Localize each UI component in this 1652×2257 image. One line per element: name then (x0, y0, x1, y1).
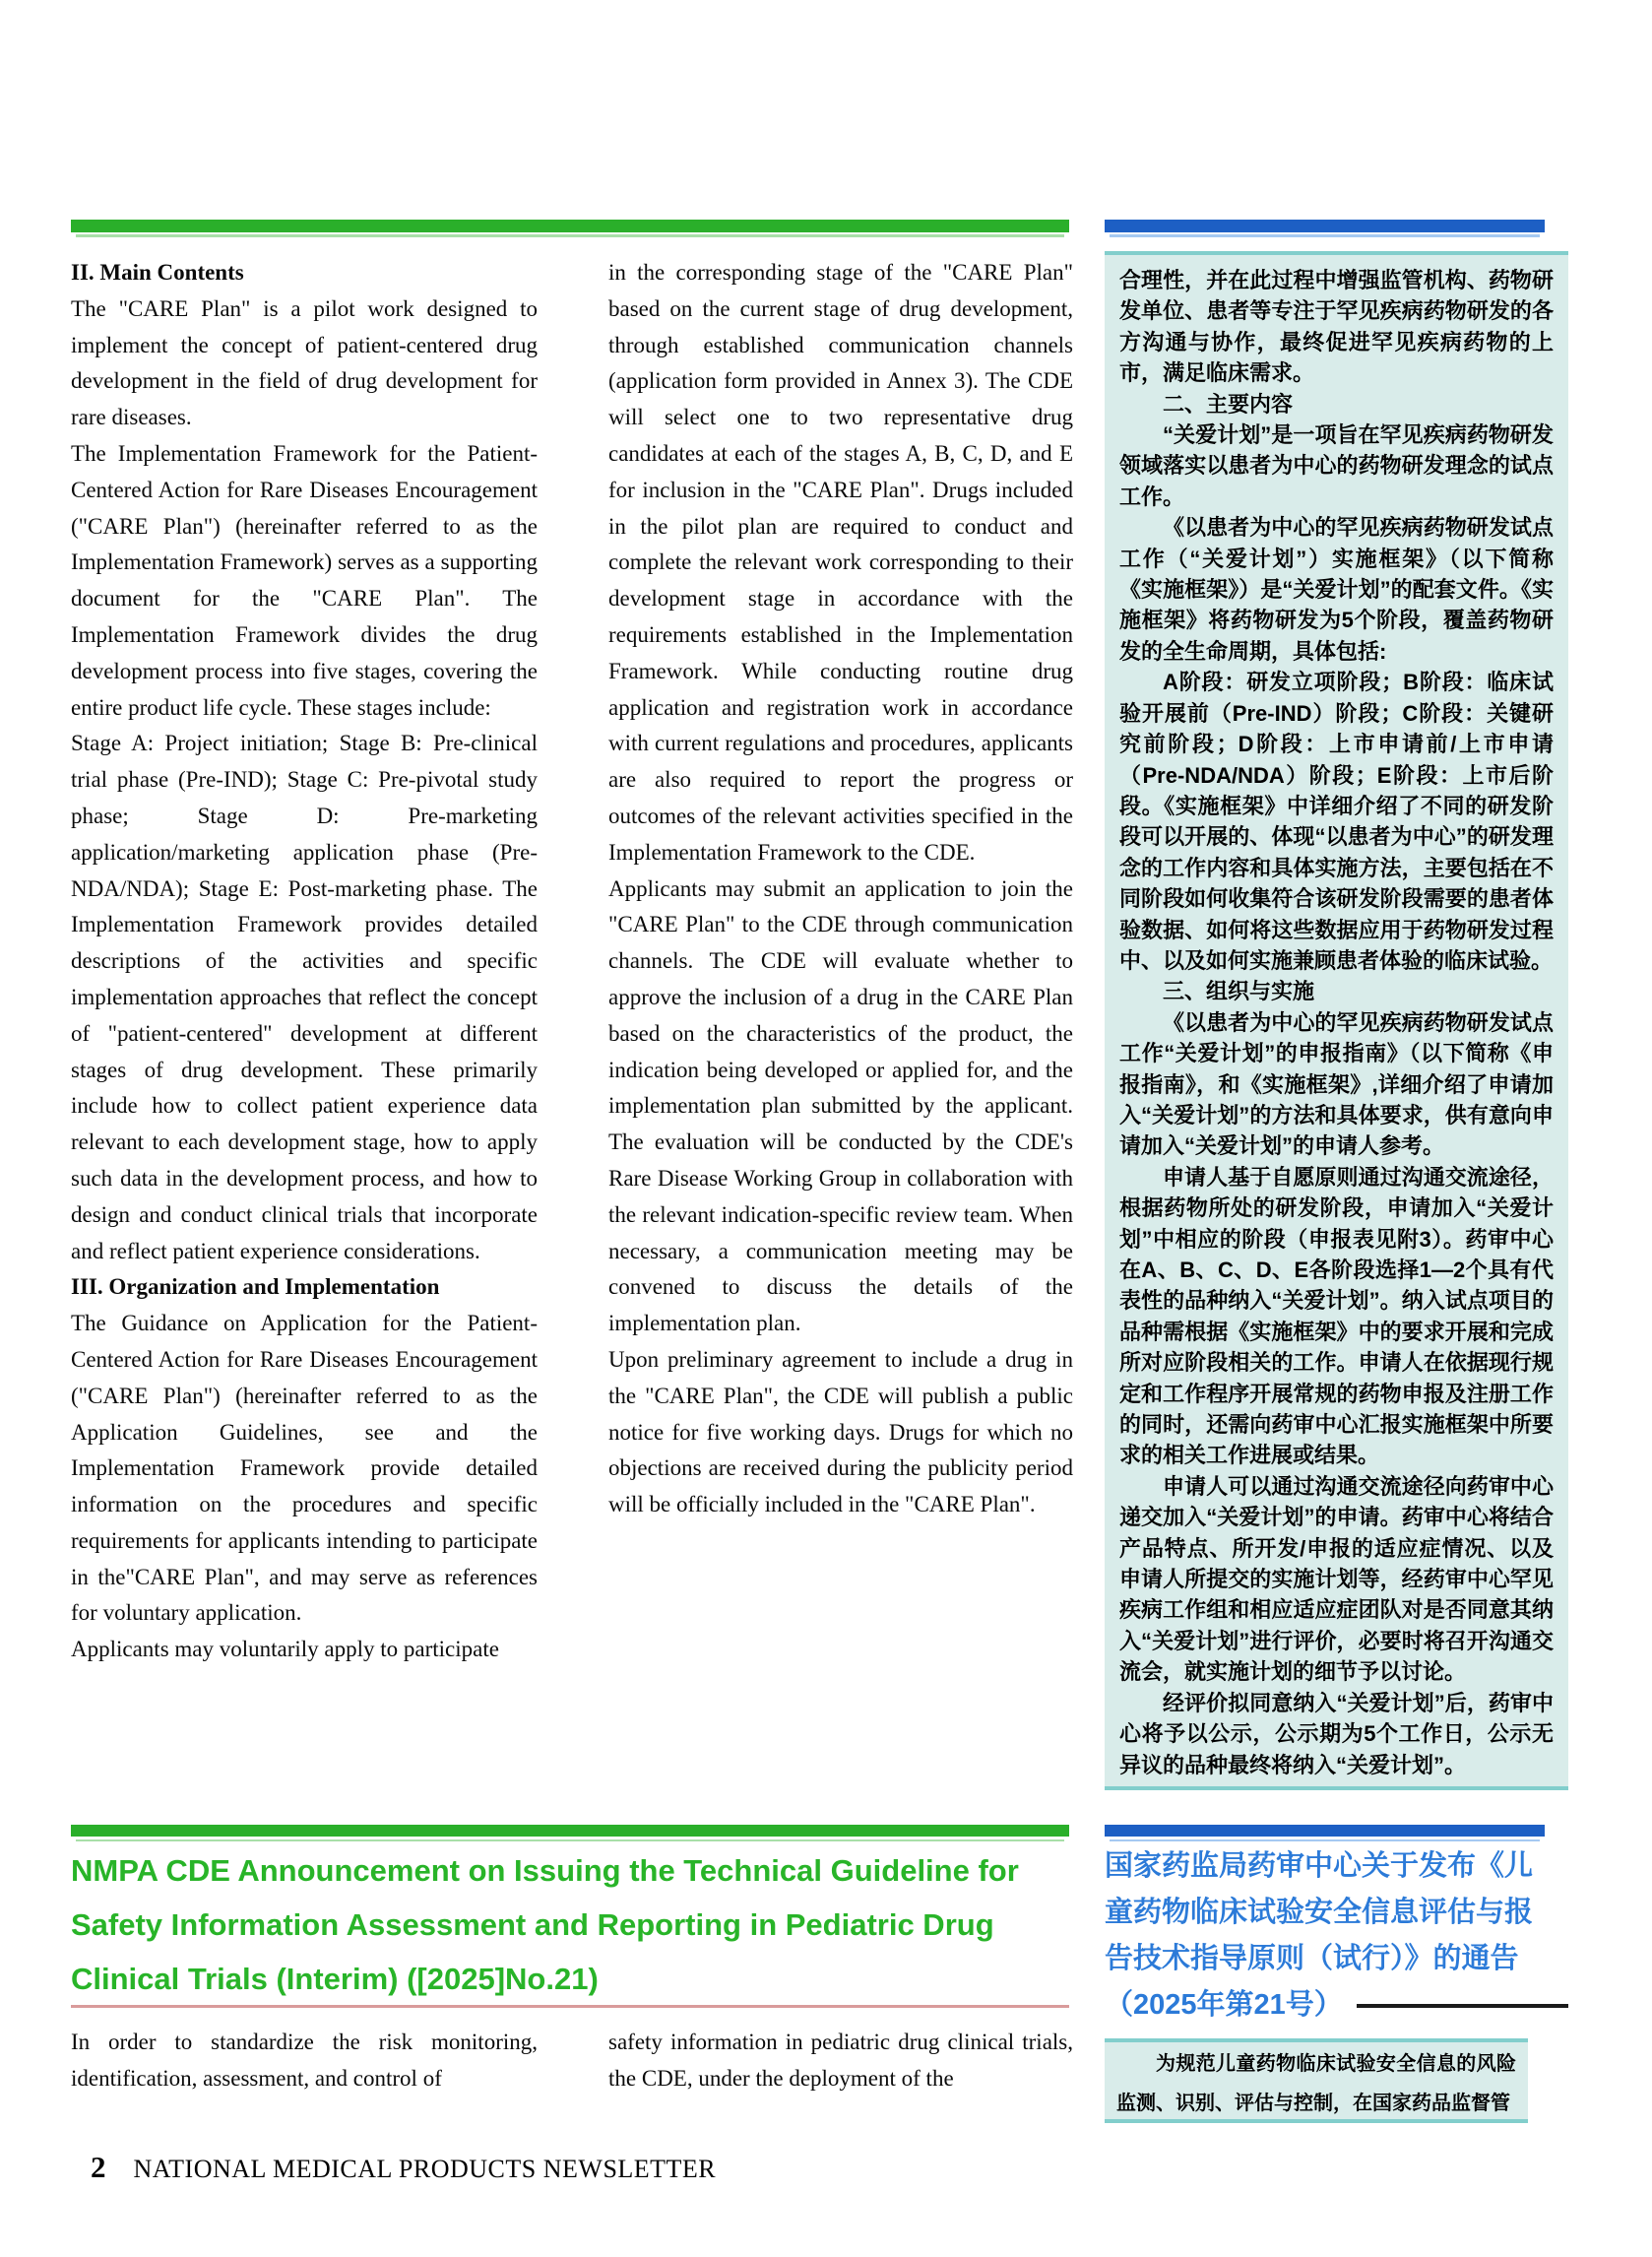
headline-rule (1357, 2004, 1568, 2008)
top-green-divider-bar (71, 220, 1069, 232)
section-heading: 三、组织与实施 (1163, 979, 1315, 1004)
headline-underline (71, 2005, 1069, 2008)
page-number: 2 (91, 2150, 106, 2184)
section-heading: II. Main Contents (71, 260, 244, 285)
section-heading: 二、主要内容 (1163, 391, 1294, 417)
paragraph: 为规范儿童药物临床试验安全信息的风险监测、识别、评估与控制，在国家药品监督管 (1116, 2053, 1516, 2114)
article1-chinese-text-box (1105, 251, 1568, 1790)
article2-english-column-1 (71, 2025, 538, 2097)
article1-english-column-1 (71, 255, 538, 1668)
paragraph: in the corresponding stage of the "CARE Plan" based on the current stage of drug development, through established communication channels (application form provided in Annex 3). The CDE will select one to two representative drug candidates at each of the stages A, B, C, D, and E for inclusion in the "CARE Plan". Drugs included in the pilot plan are required to conduct and complete the relevant work corresponding to their development stage in accordance with the requirements established in the Implementation Framework. While conducting routine drug application and registration work in accordance with current regulations and procedures, applicants are also required to report the progress or outcomes of the relevant activities specified in the Implementation Framework to the CDE. (608, 260, 1073, 865)
headline-line (1105, 1982, 1568, 2029)
paragraph: 申请人可以通过沟通交流途径向药审中心递交加入“关爱计划”的申请。药审中心将结合产品特点、所开发/申报的适应症情况、以及申请人所提交的实施计划等，经药审中心罕见疾病工作组和相应适应症团队对是否同意其纳入“关爱计划”进行评价，必要时将召开沟通交流会，就实施计划的细节予以讨论。 (1119, 1473, 1554, 1685)
article1-english-column-2 (608, 255, 1073, 1523)
paragraph: The Guidance on Application for the Patient-Centered Action for Rare Diseases Encouragement ("CARE Plan") (hereinafter referred to as the Application Guidelines, see and the Implementation Framework provide detailed information on the procedures and specific requirements for applicants intending to participate in the"CARE Plan", and may serve as references for voluntary application. (71, 1311, 538, 1626)
headline-line: 童药物临床试验安全信息评估与报 (1105, 1897, 1534, 1928)
paragraph: A阶段：研发立项阶段；B阶段：临床试验开展前（Pre-IND）阶段；C阶段：关键研究前阶段；D阶段：上市申请前/上市申请（Pre-NDA/NDA）阶段；E阶段：上市后阶段。《实施框架》中详细介绍了不同的研发阶段可以开展的、体现“以患者为中心”的研发理念的工作内容和具体实施方法，主要包括在不同阶段如何收集符合该研发阶段需要的患者体验数据、如何将这些数据应用于药物研发过程中、以及如何实施兼顾患者体验的临床试验。 (1119, 670, 1554, 973)
headline-line: 国家药监局药审中心关于发布《儿 (1105, 1850, 1534, 1882)
paragraph: 申请人基于自愿原则通过沟通交流途径，根据药物所处的研发阶段，申请加入“关爱计划”中相应的阶段（申报表见附3）。药审中心在A、B、C、D、E各阶段选择1—2个具有代表性的品种纳入“关爱计划”。纳入试点项目的品种需根据《实施框架》中的要求开展和完成所对应阶段相关的工作。申请人在依据现行规定和工作程序开展常规的药物申报及注册工作的同时，还需向药审中心汇报实施框架中所要求的相关工作进展或结果。 (1119, 1164, 1554, 1468)
article2-blue-divider-bar (1105, 1825, 1545, 1837)
paragraph: Upon preliminary agreement to include a drug in the "CARE Plan", the CDE will publish a public notice for five working days. Drugs for which no objections are received during the publicity period will be officially included in the "CARE Plan". (608, 1346, 1073, 1517)
headline-line: 告技术指导原则（试行）》的通告 (1105, 1943, 1519, 1974)
paragraph: 经评价拟同意纳入“关爱计划”后，药审中心将予以公示，公示期为5个工作日，公示无异议的品种最终将纳入“关爱计划”。 (1119, 1690, 1554, 1777)
section-heading: III. Organization and Implementation (71, 1274, 440, 1300)
article2-chinese-headline (1105, 1843, 1568, 2029)
newsletter-title: NATIONAL MEDICAL PRODUCTS NEWSLETTER (133, 2155, 717, 2183)
paragraph: Applicants may voluntarily apply to participate (71, 1637, 499, 1662)
paragraph: Applicants may submit an application to join the "CARE Plan" to the CDE through communication channels. The CDE will evaluate whether to approve the inclusion of a drug in the CARE Plan based on the characteristics of the product, the indication being developed or applied for, and the implementation plan submitted by the applicant. The evaluation will be conducted by the CDE's Rare Disease Working Group in collaboration with the relevant indication-specific review team. When necessary, a communication meeting may be convened to discuss the details of the implementation plan. (608, 875, 1073, 1336)
paragraph: Stage A: Project initiation; Stage B: Pre-clinical trial phase (Pre-IND); Stage C: Pre-pivotal study phase; Stage D: Pre-marketing application/marketing application phase (Pre-NDA/NDA); Stage E: Post-marketing phase. The Implementation Framework provides detailed descriptions of the activities and specific implementation approaches that reflect the concept of "patient-centered" development at different stages of drug development. These primarily include how to collect patient experience data relevant to each development stage, how to apply such data in the development process, and how to design and conduct clinical trials that incorporate and reflect patient experience considerations. (71, 731, 538, 1263)
article2-english-headline: NMPA CDE Announcement on Issuing the Technical Guideline for Safety Information Assessment and Reporting in Pediatric Drug Clinical Trials (Interim) ([2025]No.21) (71, 1853, 1019, 1996)
paragraph: 合理性，并在此过程中增强监管机构、药物研发单位、患者等专注于罕见疾病药物研发的各方沟通与协作，最终促进罕见疾病药物的上市，满足临床需求。 (1119, 268, 1554, 386)
headline-issue-number: （2025年第21号） (1105, 1989, 1343, 2021)
paragraph: safety information in pediatric drug clinical trials, the CDE, under the deployment of the (608, 2030, 1073, 2091)
paragraph: The "CARE Plan" is a pilot work designed to implement the concept of patient-centered drug development in the field of drug development for rare diseases. (71, 295, 538, 430)
paragraph: The Implementation Framework for the Patient-Centered Action for Rare Diseases Encouragement ("CARE Plan") (hereinafter referred to as the Implementation Framework) serves as a supporting document for the "CARE Plan". The Implementation Framework divides the drug development process into five stages, covering the entire product life cycle. These stages include: (71, 440, 538, 720)
paragraph: In order to standardize the risk monitoring, identification, assessment, and control of (71, 2030, 538, 2091)
paragraph: 《以患者为中心的罕见疾病药物研发试点工作（“关爱计划”）实施框架》（以下简称《实施框架》）是“关爱计划”的配套文件。《实施框架》将药物研发为5个阶段，覆盖药物研发的全生命周期，具体包括: (1119, 515, 1554, 664)
paragraph: “关爱计划”是一项旨在罕见疾病药物研发领域落实以患者为中心的药物研发理念的试点工作。 (1119, 422, 1554, 509)
top-blue-divider-bar (1105, 220, 1545, 232)
paragraph: 《以患者为中心的罕见疾病药物研发试点工作“关爱计划”的申报指南》（以下简称《申报指南》，和《实施框架》,详细介绍了申请加入“关爱计划”的方法和具体要求，供有意向申请加入“关爱计划”的申请人参考。 (1119, 1009, 1554, 1159)
article2-green-divider-bar (71, 1825, 1069, 1837)
article2-english-column-2 (608, 2025, 1073, 2097)
article2-chinese-text-box (1105, 2038, 1528, 2123)
page-footer (91, 2150, 716, 2185)
